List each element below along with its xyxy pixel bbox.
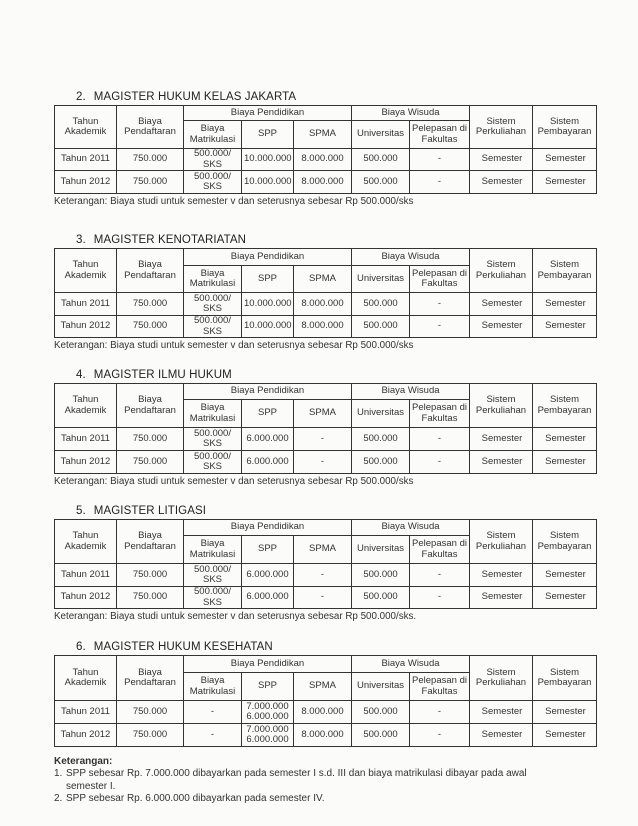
header-biaya-matrikulasi: Biaya Matrikulasi bbox=[184, 400, 242, 428]
header-tahun: Tahun Akademik bbox=[55, 106, 117, 149]
header-sistem-pembayaran: Sistem Pembayaran bbox=[533, 249, 597, 293]
cell-sistem-pembayaran: Semester bbox=[533, 587, 597, 609]
header-sistem-perkuliahan: Sistem Perkuliahan bbox=[470, 249, 533, 293]
header-pelepasan: Pelepasan di Fakultas bbox=[410, 121, 470, 149]
cell-biaya-matrikulasi: 500.000/ SKS bbox=[184, 316, 242, 338]
cell-tahun: Tahun 2011 bbox=[55, 149, 117, 171]
cell-spp: 6.000.000 bbox=[242, 564, 294, 587]
header-sistem-perkuliahan: Sistem Perkuliahan bbox=[470, 106, 533, 149]
cell-biaya-matrikulasi: 500.000/ SKS bbox=[184, 428, 242, 451]
cell-sistem-perkuliahan: Semester bbox=[470, 701, 533, 724]
header-sistem-perkuliahan: Sistem Perkuliahan bbox=[470, 520, 533, 564]
table-row bbox=[55, 724, 597, 747]
header-spma: SPMA bbox=[294, 673, 352, 701]
cell-tahun: Tahun 2011 bbox=[55, 428, 117, 451]
cell-biaya-pendaftaran: 750.000 bbox=[117, 724, 184, 747]
header-biaya-pendaftaran: Biaya Pendaftaran bbox=[117, 520, 184, 564]
cell-universitas: 500.000 bbox=[352, 701, 410, 724]
cell-spp: 10.000.000 bbox=[242, 316, 294, 338]
section-title-text: MAGISTER KENOTARIATAN bbox=[93, 234, 247, 246]
cell-sistem-perkuliahan: Semester bbox=[470, 428, 533, 451]
header-biaya-wisuda: Biaya Wisuda bbox=[352, 106, 470, 121]
cell-spma: 8.000.000 bbox=[294, 149, 352, 171]
header-biaya-pendaftaran: Biaya Pendaftaran bbox=[117, 656, 184, 701]
cell-spp: 6.000.000 bbox=[242, 451, 294, 474]
note-text: SPP sebesar Rp. 6.000.000 dibayarkan pada semester IV. bbox=[66, 793, 325, 804]
cell-biaya-pendaftaran: 750.000 bbox=[117, 316, 184, 338]
cell-pelepasan: - bbox=[410, 316, 470, 338]
header-pelepasan: Pelepasan di Fakultas bbox=[410, 673, 470, 701]
cell-biaya-matrikulasi: 500.000/ SKS bbox=[184, 293, 242, 316]
cell-spma: - bbox=[294, 451, 352, 474]
section-number: 6. bbox=[76, 641, 86, 653]
note-text-continued: semester I. bbox=[66, 780, 116, 792]
fee-section-3 bbox=[54, 234, 596, 351]
header-spma: SPMA bbox=[294, 121, 352, 149]
cell-sistem-pembayaran: Semester bbox=[533, 724, 597, 747]
fee-table bbox=[54, 655, 597, 747]
cell-sistem-perkuliahan: Semester bbox=[470, 724, 533, 747]
header-spp: SPP bbox=[242, 266, 294, 293]
cell-pelepasan: - bbox=[410, 587, 470, 609]
header-biaya-wisuda: Biaya Wisuda bbox=[352, 249, 470, 266]
header-universitas: Universitas bbox=[352, 266, 410, 293]
cell-sistem-perkuliahan: Semester bbox=[470, 149, 533, 171]
header-biaya-pendaftaran: Biaya Pendaftaran bbox=[117, 106, 184, 149]
cell-spma: 8.000.000 bbox=[294, 701, 352, 724]
section-title-text: MAGISTER HUKUM KESEHATAN bbox=[93, 641, 273, 653]
section-title bbox=[76, 505, 596, 517]
note-number: 1. bbox=[54, 768, 63, 779]
cell-pelepasan: - bbox=[410, 451, 470, 474]
cell-tahun: Tahun 2011 bbox=[55, 564, 117, 587]
table-row bbox=[55, 171, 597, 194]
cell-tahun: Tahun 2012 bbox=[55, 316, 117, 338]
cell-pelepasan: - bbox=[410, 428, 470, 451]
cell-sistem-perkuliahan: Semester bbox=[470, 587, 533, 609]
table-row bbox=[55, 451, 597, 474]
cell-sistem-pembayaran: Semester bbox=[533, 701, 597, 724]
cell-sistem-pembayaran: Semester bbox=[533, 428, 597, 451]
cell-biaya-matrikulasi: - bbox=[184, 701, 242, 724]
header-biaya-matrikulasi: Biaya Matrikulasi bbox=[184, 536, 242, 564]
cell-sistem-perkuliahan: Semester bbox=[470, 564, 533, 587]
section-number: 3. bbox=[76, 234, 86, 246]
notes-heading: Keterangan: bbox=[54, 756, 113, 767]
cell-sistem-pembayaran: Semester bbox=[533, 564, 597, 587]
cell-pelepasan: - bbox=[410, 149, 470, 171]
cell-universitas: 500.000 bbox=[352, 428, 410, 451]
fee-table bbox=[54, 248, 597, 338]
cell-universitas: 500.000 bbox=[352, 171, 410, 194]
header-universitas: Universitas bbox=[352, 673, 410, 701]
header-biaya-wisuda: Biaya Wisuda bbox=[352, 656, 470, 673]
note-number: 2. bbox=[54, 793, 63, 804]
cell-sistem-pembayaran: Semester bbox=[533, 451, 597, 474]
header-pelepasan: Pelepasan di Fakultas bbox=[410, 536, 470, 564]
table-row bbox=[55, 587, 597, 609]
table-row bbox=[55, 293, 597, 316]
header-biaya-pendaftaran: Biaya Pendaftaran bbox=[117, 384, 184, 428]
cell-sistem-pembayaran: Semester bbox=[533, 149, 597, 171]
cell-spma: 8.000.000 bbox=[294, 724, 352, 747]
header-spma: SPMA bbox=[294, 400, 352, 428]
header-biaya-wisuda: Biaya Wisuda bbox=[352, 384, 470, 400]
cell-biaya-pendaftaran: 750.000 bbox=[117, 171, 184, 194]
cell-spp: 10.000.000 bbox=[242, 171, 294, 194]
note-item bbox=[54, 768, 614, 793]
cell-tahun: Tahun 2012 bbox=[55, 451, 117, 474]
header-universitas: Universitas bbox=[352, 536, 410, 564]
header-biaya-pendidikan: Biaya Pendidikan bbox=[184, 656, 352, 673]
cell-biaya-pendaftaran: 750.000 bbox=[117, 701, 184, 724]
fee-table bbox=[54, 383, 597, 474]
cell-spma: - bbox=[294, 428, 352, 451]
notes-block bbox=[54, 756, 614, 806]
note-text: SPP sebesar Rp. 7.000.000 dibayarkan pada semester I s.d. III dan biaya matrikulasi dibayar pada awal bbox=[66, 768, 527, 779]
header-spp: SPP bbox=[242, 673, 294, 701]
cell-spma: 8.000.000 bbox=[294, 316, 352, 338]
section-number: 2. bbox=[76, 91, 86, 103]
section-keterangan: Keterangan: Biaya studi untuk semester v dan seterusnya sebesar Rp 500.000/sks bbox=[54, 196, 414, 207]
cell-universitas: 500.000 bbox=[352, 293, 410, 316]
header-biaya-matrikulasi: Biaya Matrikulasi bbox=[184, 673, 242, 701]
fee-section-4 bbox=[54, 369, 596, 487]
header-sistem-pembayaran: Sistem Pembayaran bbox=[533, 106, 597, 149]
section-title bbox=[76, 234, 596, 246]
fee-section-6 bbox=[54, 641, 596, 747]
cell-pelepasan: - bbox=[410, 564, 470, 587]
section-title bbox=[76, 641, 596, 653]
section-keterangan: Keterangan: Biaya studi untuk semester v dan seterusnya sebesar Rp 500.000/sks bbox=[54, 476, 414, 487]
cell-spp: 10.000.000 bbox=[242, 293, 294, 316]
header-pelepasan: Pelepasan di Fakultas bbox=[410, 400, 470, 428]
cell-biaya-pendaftaran: 750.000 bbox=[117, 587, 184, 609]
cell-sistem-pembayaran: Semester bbox=[533, 171, 597, 194]
table-row bbox=[55, 149, 597, 171]
notes-list bbox=[54, 768, 614, 806]
header-tahun: Tahun Akademik bbox=[55, 249, 117, 293]
cell-tahun: Tahun 2011 bbox=[55, 701, 117, 724]
header-pelepasan: Pelepasan di Fakultas bbox=[410, 266, 470, 293]
header-biaya-pendidikan: Biaya Pendidikan bbox=[184, 520, 352, 536]
cell-biaya-pendaftaran: 750.000 bbox=[117, 149, 184, 171]
cell-biaya-matrikulasi: 500.000/ SKS bbox=[184, 587, 242, 609]
table-row bbox=[55, 701, 597, 724]
cell-biaya-matrikulasi: 500.000/ SKS bbox=[184, 564, 242, 587]
cell-biaya-matrikulasi: 500.000/ SKS bbox=[184, 451, 242, 474]
header-spp: SPP bbox=[242, 121, 294, 149]
header-sistem-perkuliahan: Sistem Perkuliahan bbox=[470, 384, 533, 428]
cell-biaya-pendaftaran: 750.000 bbox=[117, 293, 184, 316]
header-spma: SPMA bbox=[294, 266, 352, 293]
header-biaya-pendidikan: Biaya Pendidikan bbox=[184, 106, 352, 121]
table-row bbox=[55, 316, 597, 338]
cell-spma: 8.000.000 bbox=[294, 293, 352, 316]
cell-sistem-pembayaran: Semester bbox=[533, 293, 597, 316]
header-universitas: Universitas bbox=[352, 400, 410, 428]
cell-tahun: Tahun 2011 bbox=[55, 293, 117, 316]
cell-biaya-matrikulasi: 500.000/ SKS bbox=[184, 149, 242, 171]
section-number: 4. bbox=[76, 369, 86, 381]
cell-spma: - bbox=[294, 564, 352, 587]
header-tahun: Tahun Akademik bbox=[55, 520, 117, 564]
section-title bbox=[76, 369, 596, 381]
table-row bbox=[55, 428, 597, 451]
header-spp: SPP bbox=[242, 536, 294, 564]
header-sistem-pembayaran: Sistem Pembayaran bbox=[533, 384, 597, 428]
cell-sistem-perkuliahan: Semester bbox=[470, 293, 533, 316]
cell-sistem-pembayaran: Semester bbox=[533, 316, 597, 338]
cell-spma: - bbox=[294, 587, 352, 609]
cell-pelepasan: - bbox=[410, 701, 470, 724]
cell-tahun: Tahun 2012 bbox=[55, 587, 117, 609]
section-title bbox=[76, 91, 596, 103]
cell-spp: 10.000.000 bbox=[242, 149, 294, 171]
cell-tahun: Tahun 2012 bbox=[55, 724, 117, 747]
header-biaya-pendidikan: Biaya Pendidikan bbox=[184, 249, 352, 266]
cell-sistem-perkuliahan: Semester bbox=[470, 451, 533, 474]
header-biaya-wisuda: Biaya Wisuda bbox=[352, 520, 470, 536]
cell-spma: 8.000.000 bbox=[294, 171, 352, 194]
section-title-text: MAGISTER ILMU HUKUM bbox=[93, 369, 232, 381]
header-biaya-matrikulasi: Biaya Matrikulasi bbox=[184, 266, 242, 293]
note-item bbox=[54, 793, 614, 806]
fee-section-5 bbox=[54, 505, 596, 622]
cell-pelepasan: - bbox=[410, 171, 470, 194]
header-sistem-perkuliahan: Sistem Perkuliahan bbox=[470, 656, 533, 701]
cell-sistem-perkuliahan: Semester bbox=[470, 171, 533, 194]
cell-spp: 7.000.000 6.000.000 bbox=[242, 724, 294, 747]
section-title-text: MAGISTER LITIGASI bbox=[93, 505, 207, 517]
section-title-text: MAGISTER HUKUM KELAS JAKARTA bbox=[93, 91, 297, 103]
cell-biaya-pendaftaran: 750.000 bbox=[117, 564, 184, 587]
section-keterangan: Keterangan: Biaya studi untuk semester v dan seterusnya sebesar Rp 500.000/sks. bbox=[54, 611, 417, 622]
cell-biaya-matrikulasi: 500.000/ SKS bbox=[184, 171, 242, 194]
cell-sistem-perkuliahan: Semester bbox=[470, 316, 533, 338]
table-row bbox=[55, 564, 597, 587]
fee-section-2 bbox=[54, 91, 596, 207]
header-tahun: Tahun Akademik bbox=[55, 656, 117, 701]
header-spp: SPP bbox=[242, 400, 294, 428]
cell-biaya-matrikulasi: - bbox=[184, 724, 242, 747]
section-number: 5. bbox=[76, 505, 86, 517]
cell-universitas: 500.000 bbox=[352, 149, 410, 171]
cell-universitas: 500.000 bbox=[352, 724, 410, 747]
cell-tahun: Tahun 2012 bbox=[55, 171, 117, 194]
cell-pelepasan: - bbox=[410, 293, 470, 316]
header-biaya-pendaftaran: Biaya Pendaftaran bbox=[117, 249, 184, 293]
cell-universitas: 500.000 bbox=[352, 564, 410, 587]
fee-table bbox=[54, 519, 597, 609]
header-biaya-matrikulasi: Biaya Matrikulasi bbox=[184, 121, 242, 149]
cell-universitas: 500.000 bbox=[352, 316, 410, 338]
header-sistem-pembayaran: Sistem Pembayaran bbox=[533, 520, 597, 564]
header-tahun: Tahun Akademik bbox=[55, 384, 117, 428]
cell-pelepasan: - bbox=[410, 724, 470, 747]
cell-biaya-pendaftaran: 750.000 bbox=[117, 451, 184, 474]
cell-biaya-pendaftaran: 750.000 bbox=[117, 428, 184, 451]
cell-spp: 6.000.000 bbox=[242, 587, 294, 609]
cell-universitas: 500.000 bbox=[352, 451, 410, 474]
cell-spp: 7.000.000 6.000.000 bbox=[242, 701, 294, 724]
cell-universitas: 500.000 bbox=[352, 587, 410, 609]
header-sistem-pembayaran: Sistem Pembayaran bbox=[533, 656, 597, 701]
cell-spp: 6.000.000 bbox=[242, 428, 294, 451]
header-universitas: Universitas bbox=[352, 121, 410, 149]
fee-table bbox=[54, 105, 597, 194]
section-keterangan: Keterangan: Biaya studi untuk semester v dan seterusnya sebesar Rp 500.000/sks bbox=[54, 340, 414, 351]
header-biaya-pendidikan: Biaya Pendidikan bbox=[184, 384, 352, 400]
header-spma: SPMA bbox=[294, 536, 352, 564]
